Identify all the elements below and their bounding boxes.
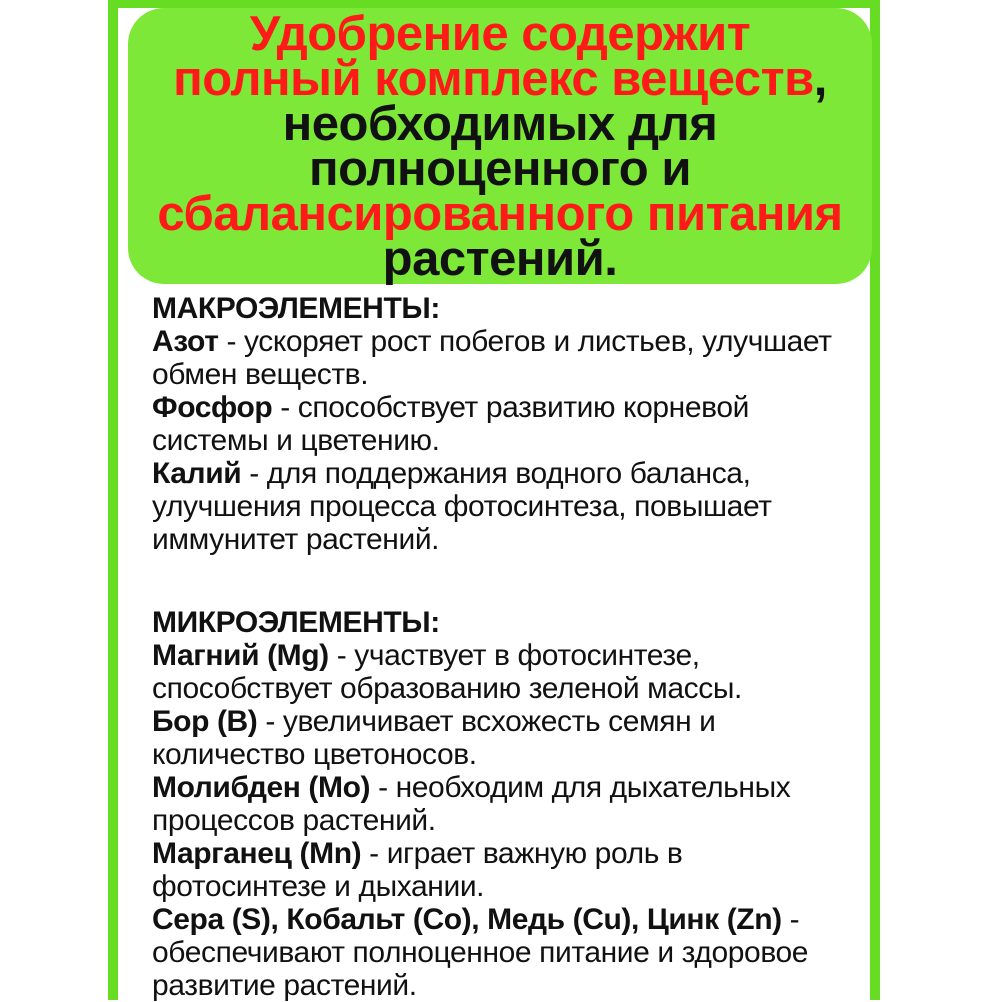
macro-title: МАКРОЭЛЕМЕНТЫ: — [152, 292, 440, 325]
micro-item — [152, 903, 862, 1002]
micro-item — [152, 837, 862, 903]
header-line-4: полноценного и — [309, 142, 691, 196]
micro-item-text: - обеспечивают полноценное питание и здоровое развитие растений. — [152, 903, 809, 1002]
macro-item-text: - ускоряет рост побегов и листьев, улучшает обмен веществ. — [152, 325, 832, 391]
micro-item — [152, 705, 862, 771]
macro-item-name: Азот — [152, 325, 219, 358]
header-line-3: необходимых для — [282, 97, 718, 151]
micro-item-name: Магний (Mg) — [152, 639, 329, 672]
micro-item-text: - увеличивает всхожесть семян и количество цветоносов. — [152, 705, 716, 771]
macro-item-text: - способствует развитию корневой системы и цветению. — [152, 391, 749, 457]
header-line-2-comma: , — [813, 52, 827, 106]
section-spacer — [152, 556, 862, 606]
macro-item-name: Калий — [152, 457, 242, 490]
header-line-2 — [128, 52, 872, 106]
micro-item — [152, 771, 862, 837]
header-line-1: Удобрение содержит — [249, 7, 751, 61]
header-line-6: растений. — [382, 232, 618, 286]
macro-item — [152, 391, 862, 457]
micro-title: МИКРОЭЛЕМЕНТЫ: — [152, 606, 440, 639]
micro-item — [152, 639, 862, 705]
micro-item-name: Сера (S), Кобальт (Co), Медь (Cu), Цинк (Zn) — [152, 903, 782, 936]
micro-item-text: - необходим для дыхательных процессов растений. — [152, 771, 791, 837]
macro-item-text: - для поддержания водного баланса, улучшения процесса фотосинтеза, повышает иммунитет растений. — [152, 457, 772, 556]
micro-item-name: Марганец (Mn) — [152, 837, 362, 870]
macro-item-name: Фосфор — [152, 391, 273, 424]
micro-item-text: - играет важную роль в фотосинтезе и дыхании. — [152, 837, 683, 903]
macro-item — [152, 457, 862, 556]
macro-item — [152, 325, 862, 391]
micro-item-name: Бор (B) — [152, 705, 258, 738]
micro-item-text: - участвует в фотосинтезе, способствует образованию зеленой массы. — [152, 639, 742, 705]
content-body — [152, 292, 862, 1002]
header-line-2-red: полный комплекс веществ — [173, 52, 814, 106]
micro-item-name: Молибден (Mo) — [152, 771, 371, 804]
header-line-5: сбалансированного питания — [157, 187, 843, 241]
header-banner — [128, 8, 872, 284]
